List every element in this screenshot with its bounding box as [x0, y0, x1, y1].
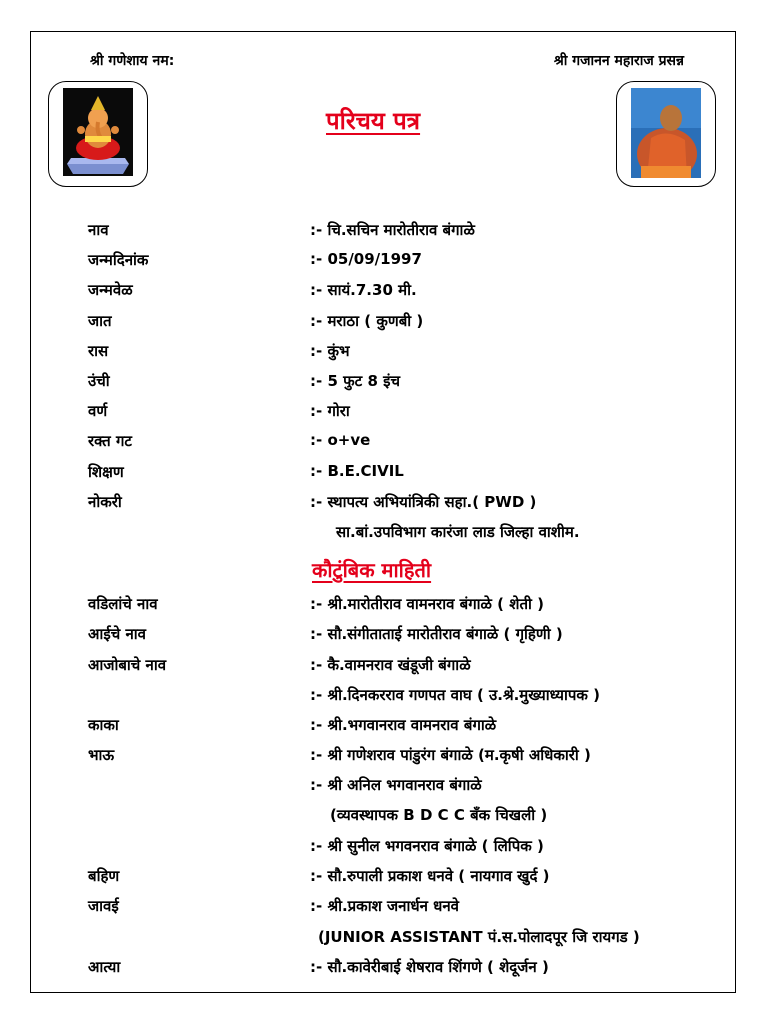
- family-row-brother-in-law-note: [0, 927, 768, 951]
- detail-row-birth-time: [0, 280, 768, 304]
- family-row-father: [0, 594, 768, 618]
- detail-label: वर्ण: [88, 402, 108, 420]
- detail-label: नाव: [88, 221, 109, 239]
- detail-row-height: [0, 371, 768, 395]
- detail-row-name: [0, 220, 768, 244]
- family-value: (व्यवस्थापक B D C C बँक चिखली ): [330, 806, 548, 824]
- gajanan-maharaj-photo-frame: [616, 81, 716, 187]
- family-row-uncle: [0, 715, 768, 739]
- family-row-brother-2: [0, 775, 768, 799]
- document-title: परिचय पत्र: [326, 107, 421, 135]
- family-row-sister: [0, 866, 768, 890]
- detail-value: :- कुंभ: [310, 342, 350, 360]
- family-label: जावई: [88, 897, 119, 915]
- family-label: भाऊ: [88, 746, 115, 764]
- ganesha-idol-image: [63, 88, 133, 176]
- detail-value: सा.बां.उपविभाग कारंजा लाड जिल्हा वाशीम.: [336, 523, 580, 541]
- ganesh-invocation: श्री गणेशाय नम:: [90, 53, 175, 69]
- family-value: :- श्री.मारोतीराव वामनराव बंगाळे ( शेती ): [310, 595, 544, 613]
- detail-row-education: [0, 462, 768, 486]
- family-row-brother-in-law: [0, 896, 768, 920]
- family-label: बहिण: [88, 867, 120, 885]
- detail-value: :- स्थापत्य अभियांत्रिकी सहा.( PWD ): [310, 493, 537, 511]
- detail-label: रक्त गट: [88, 432, 132, 450]
- detail-value: :- 5 फुट 8 इंच: [310, 372, 401, 390]
- family-section-title: कौटुंबिक माहिती: [312, 558, 432, 582]
- family-value: :- श्री गणेशराव पांडुरंग बंगाळे (म.कृषी अधिकारी ): [310, 746, 591, 764]
- family-value: :- श्री.भगवानराव वामनराव बंगाळे: [310, 716, 497, 734]
- family-row-brother-2-note: [0, 805, 768, 829]
- family-row-mother: [0, 624, 768, 648]
- detail-label: रास: [88, 342, 109, 360]
- family-row-aunt: [0, 957, 768, 981]
- detail-row-caste: [0, 311, 768, 335]
- detail-value: :- 05/09/1997: [310, 250, 422, 268]
- family-value: :- सौ.संगीताताई मारोतीराव बंगाळे ( गृहिणी ): [310, 625, 563, 643]
- gajanan-maharaj-image: [631, 88, 701, 178]
- detail-label: उंची: [88, 372, 110, 390]
- family-label: वडिलांचे नाव: [88, 595, 158, 613]
- family-row-grandfather: [0, 655, 768, 679]
- family-label: आईचे नाव: [88, 625, 146, 643]
- detail-value: :- सायं.7.30 मी.: [310, 281, 417, 299]
- detail-value: :- B.E.CIVIL: [310, 462, 404, 480]
- detail-value: :- गोरा: [310, 402, 350, 420]
- family-value: :- श्री अनिल भगवानराव बंगाळे: [310, 776, 482, 794]
- detail-label: जन्मवेळ: [88, 281, 133, 299]
- family-label: आजोबाचे नाव: [88, 656, 167, 674]
- family-value: :- श्री.प्रकाश जनार्धन धनवे: [310, 897, 460, 915]
- family-label: काका: [88, 716, 119, 734]
- detail-row-rashi: [0, 341, 768, 365]
- detail-row-complexion: [0, 401, 768, 425]
- detail-value: :- मराठा ( कुणबी ): [310, 312, 424, 330]
- family-value: :- श्री सुनील भगवनराव बंगाळे ( लिपिक ): [310, 837, 544, 855]
- ganesha-photo-frame: [48, 81, 148, 187]
- detail-row-dob: [0, 250, 768, 274]
- detail-row-blood-group: [0, 431, 768, 455]
- gajanan-invocation: श्री गजानन महाराज प्रसन्न: [553, 53, 684, 69]
- family-row-brother-3: [0, 836, 768, 860]
- family-label: आत्या: [88, 958, 121, 976]
- detail-label: जात: [88, 312, 112, 330]
- family-row-grandfather-maternal: [0, 685, 768, 709]
- detail-label: नोकरी: [88, 493, 122, 511]
- detail-row-job-location: [0, 522, 768, 546]
- detail-label: शिक्षण: [88, 463, 124, 481]
- family-value: :- सौ.रुपाली प्रकाश धनवे ( नायगाव खुर्द ): [310, 867, 550, 885]
- detail-row-job: [0, 492, 768, 516]
- family-value: :- सौ.कावेरीबाई शेषराव शिंगणे ( शेदूर्जन ): [310, 958, 549, 976]
- detail-value: :- चि.सचिन मारोतीराव बंगाळे: [310, 221, 475, 239]
- family-value: :- श्री.दिनकरराव गणपत वाघ ( उ.श्रे.मुख्याध्यापक ): [310, 686, 600, 704]
- family-value: :- कै.वामनराव खंडूजी बंगाळे: [310, 656, 471, 674]
- family-row-brother: [0, 745, 768, 769]
- detail-value: :- o+ve: [310, 431, 371, 449]
- detail-label: जन्मदिनांक: [88, 251, 149, 269]
- family-value: (JUNIOR ASSISTANT पं.स.पोलादपूर जि रायगड ): [318, 928, 640, 946]
